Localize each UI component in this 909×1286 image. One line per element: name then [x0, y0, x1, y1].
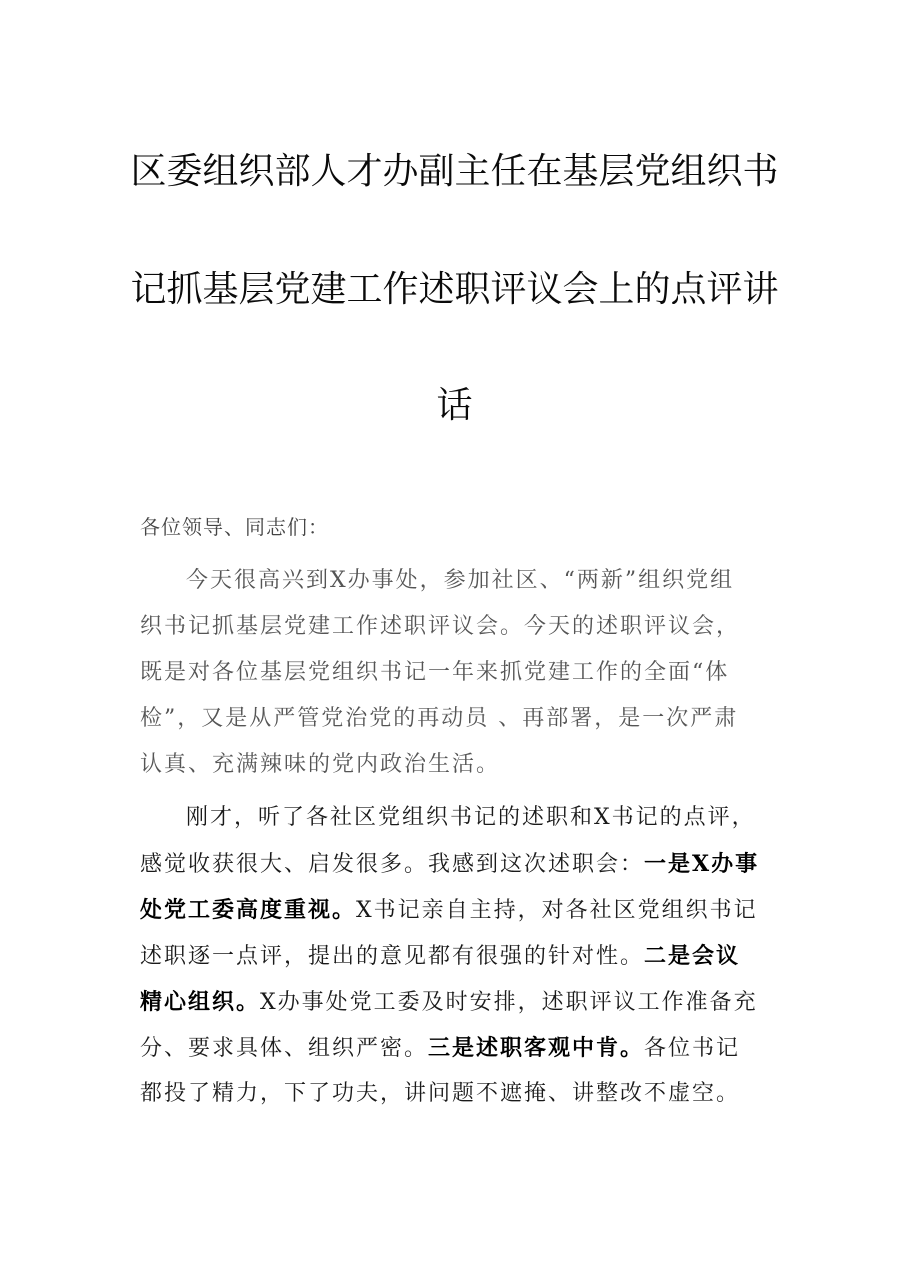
bold-point-3: 三是述职客观中肯。	[428, 1035, 645, 1061]
document-title-line-3: 话	[436, 385, 473, 426]
bold-point-2-cont: 精心组织。	[140, 989, 261, 1015]
document-title-line-2: 记抓基层党建工作述职评议会上的点评讲	[130, 269, 779, 310]
paragraph-2-text: 述职逐一点评，提出的意见都有很强的针对性。	[140, 944, 645, 969]
paragraph-1	[140, 558, 780, 788]
paragraph-1-line: 认真、充满辣味的党内政治生活。	[140, 752, 501, 777]
paragraph-2-line	[140, 887, 780, 933]
paragraph-2-text: X办事处党工委及时安排，述职评议工作准备充	[260, 990, 758, 1015]
paragraph-1-line: 织书记抓基层党建工作述职评议会。今天的述职评议会，	[140, 614, 741, 639]
paragraph-1-line: 既是对各位基层党组织书记一年来抓党建工作的全面“体	[140, 660, 730, 685]
paragraph-2-line	[140, 979, 780, 1025]
paragraph-2-line: 都投了精力，下了功夫，讲问题不遮掩、讲整改不虚空。	[140, 1081, 741, 1106]
paragraph-1-line: 检”，又是从严管党治党的再动员 、再部署，是一次严肃	[140, 706, 739, 731]
paragraph-2-line	[140, 841, 780, 887]
bold-point-1-cont: 处党工委高度重视。	[140, 897, 357, 923]
paragraph-2-text: 各位书记	[644, 1036, 741, 1061]
document-title-line-1: 区委组织部人才办副主任在基层党组织书	[130, 151, 779, 192]
paragraph-1-line: 今天很高兴到X办事处，参加社区、“两新”组织党组	[186, 568, 735, 593]
paragraph-2-text: 分、要求具体、组织严密。	[140, 1036, 429, 1061]
paragraph-2-line	[140, 1025, 780, 1071]
bold-point-2: 二是会议	[644, 943, 741, 969]
paragraph-2-line	[140, 933, 780, 979]
paragraph-2	[140, 795, 780, 1117]
salutation: 各位领导、同志们：	[140, 515, 329, 539]
paragraph-2-line: 刚才，听了各社区党组织书记的述职和X书记的点评，	[186, 805, 756, 830]
paragraph-2-text: X书记亲自主持，对各社区党组织书记	[356, 898, 758, 923]
paragraph-2-text: 感觉收获很大、启发很多。我感到这次述职会：	[140, 852, 645, 877]
bold-point-1: 一是X办事	[644, 851, 760, 877]
